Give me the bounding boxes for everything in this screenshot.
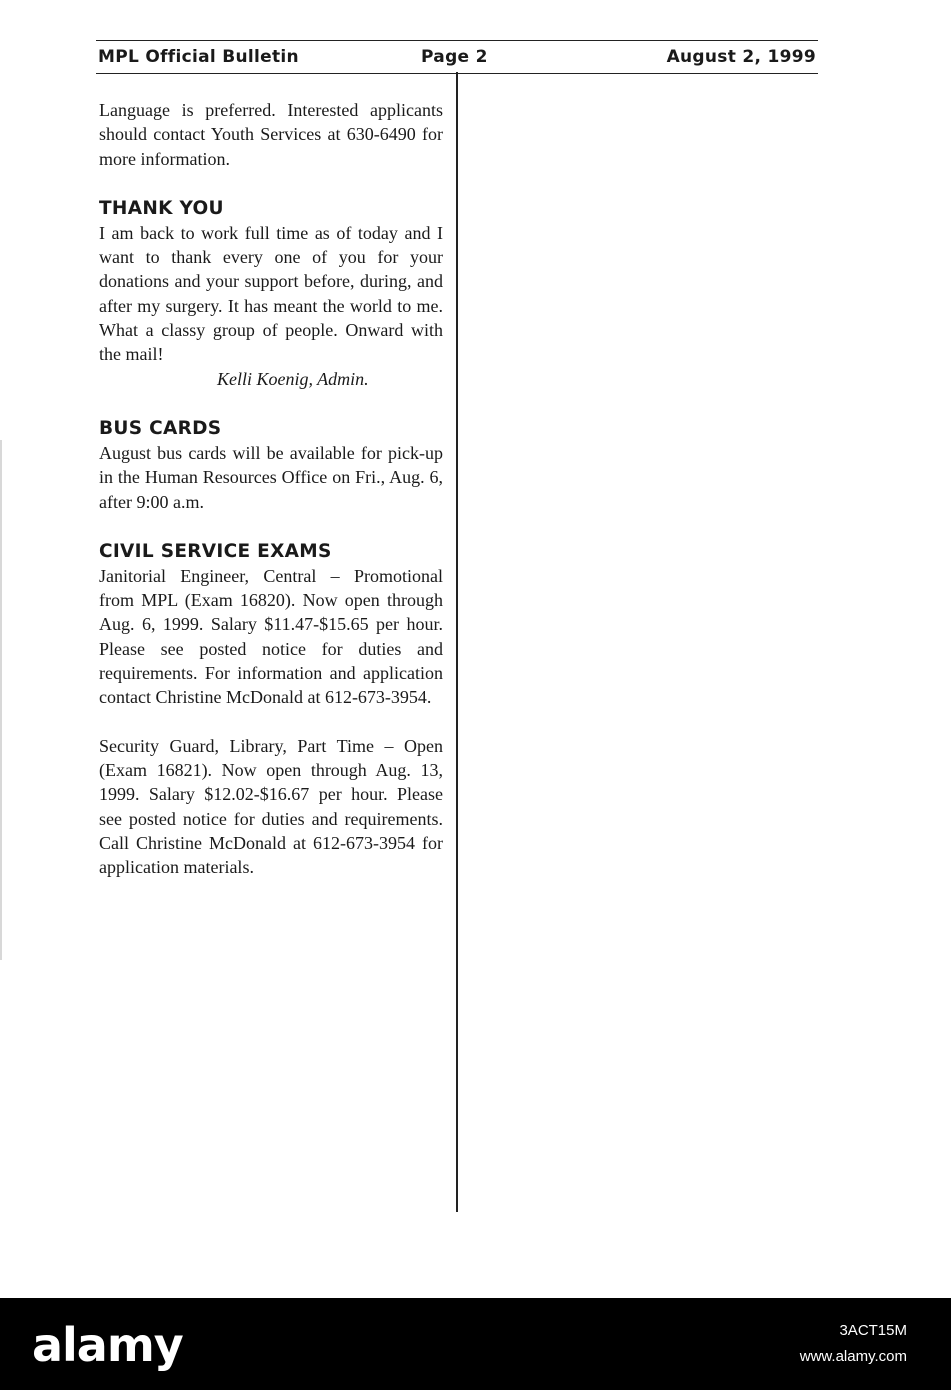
- stock-url: www.alamy.com: [799, 1348, 907, 1365]
- bus-cards-heading: BUS CARDS: [99, 417, 222, 439]
- exam-listing-security: Security Guard, Library, Part Time – Open (Exam 16821). Now open through Aug. 13, 1999. Salary $12.02-$16.67 per hour. Please see posted notice for duties and requirements. Call Christine McDonald at 612-673-3954 for application materials.: [99, 735, 443, 878]
- left-column: [99, 98, 443, 879]
- thank-you-heading: THANK YOU: [99, 197, 224, 219]
- exam-listing-janitorial: Janitorial Engineer, Central – Promotional from MPL (Exam 16820). Now open through Aug. 6, 1999. Salary $11.47-$15.65 per hour. Please see posted notice for duties and requirements. For information and application contact Christine McDonald at 612-673-3954.: [99, 565, 443, 708]
- civil-service-heading: CIVIL SERVICE EXAMS: [99, 540, 332, 562]
- intro-paragraph: Language is preferred. Interested applicants should contact Youth Services at 630-6490 for more information.: [99, 100, 443, 169]
- watermark-bar: [0, 1298, 951, 1390]
- bulletin-date: August 2, 1999: [666, 47, 816, 67]
- thank-you-signature: Kelli Koenig, Admin.: [217, 368, 369, 389]
- page-header: [96, 40, 818, 74]
- bulletin-title: MPL Official Bulletin: [98, 47, 299, 67]
- page-number: Page 2: [421, 47, 488, 67]
- thank-you-body: I am back to work full time as of today and I want to thank every one of you for your donations and your support before, during, and after my surgery. It has meant the world to me. What a classy group of people. Onward with the mail!: [99, 222, 443, 365]
- alamy-logo: alamy: [32, 1318, 183, 1372]
- image-id: 3ACT15M: [839, 1322, 907, 1339]
- bus-cards-body: August bus cards will be available for pick-up in the Human Resources Office on Fri., Aug. 6, after 9:00 a.m.: [99, 442, 443, 512]
- scan-edge-line: [0, 440, 2, 960]
- column-divider: [456, 72, 458, 1212]
